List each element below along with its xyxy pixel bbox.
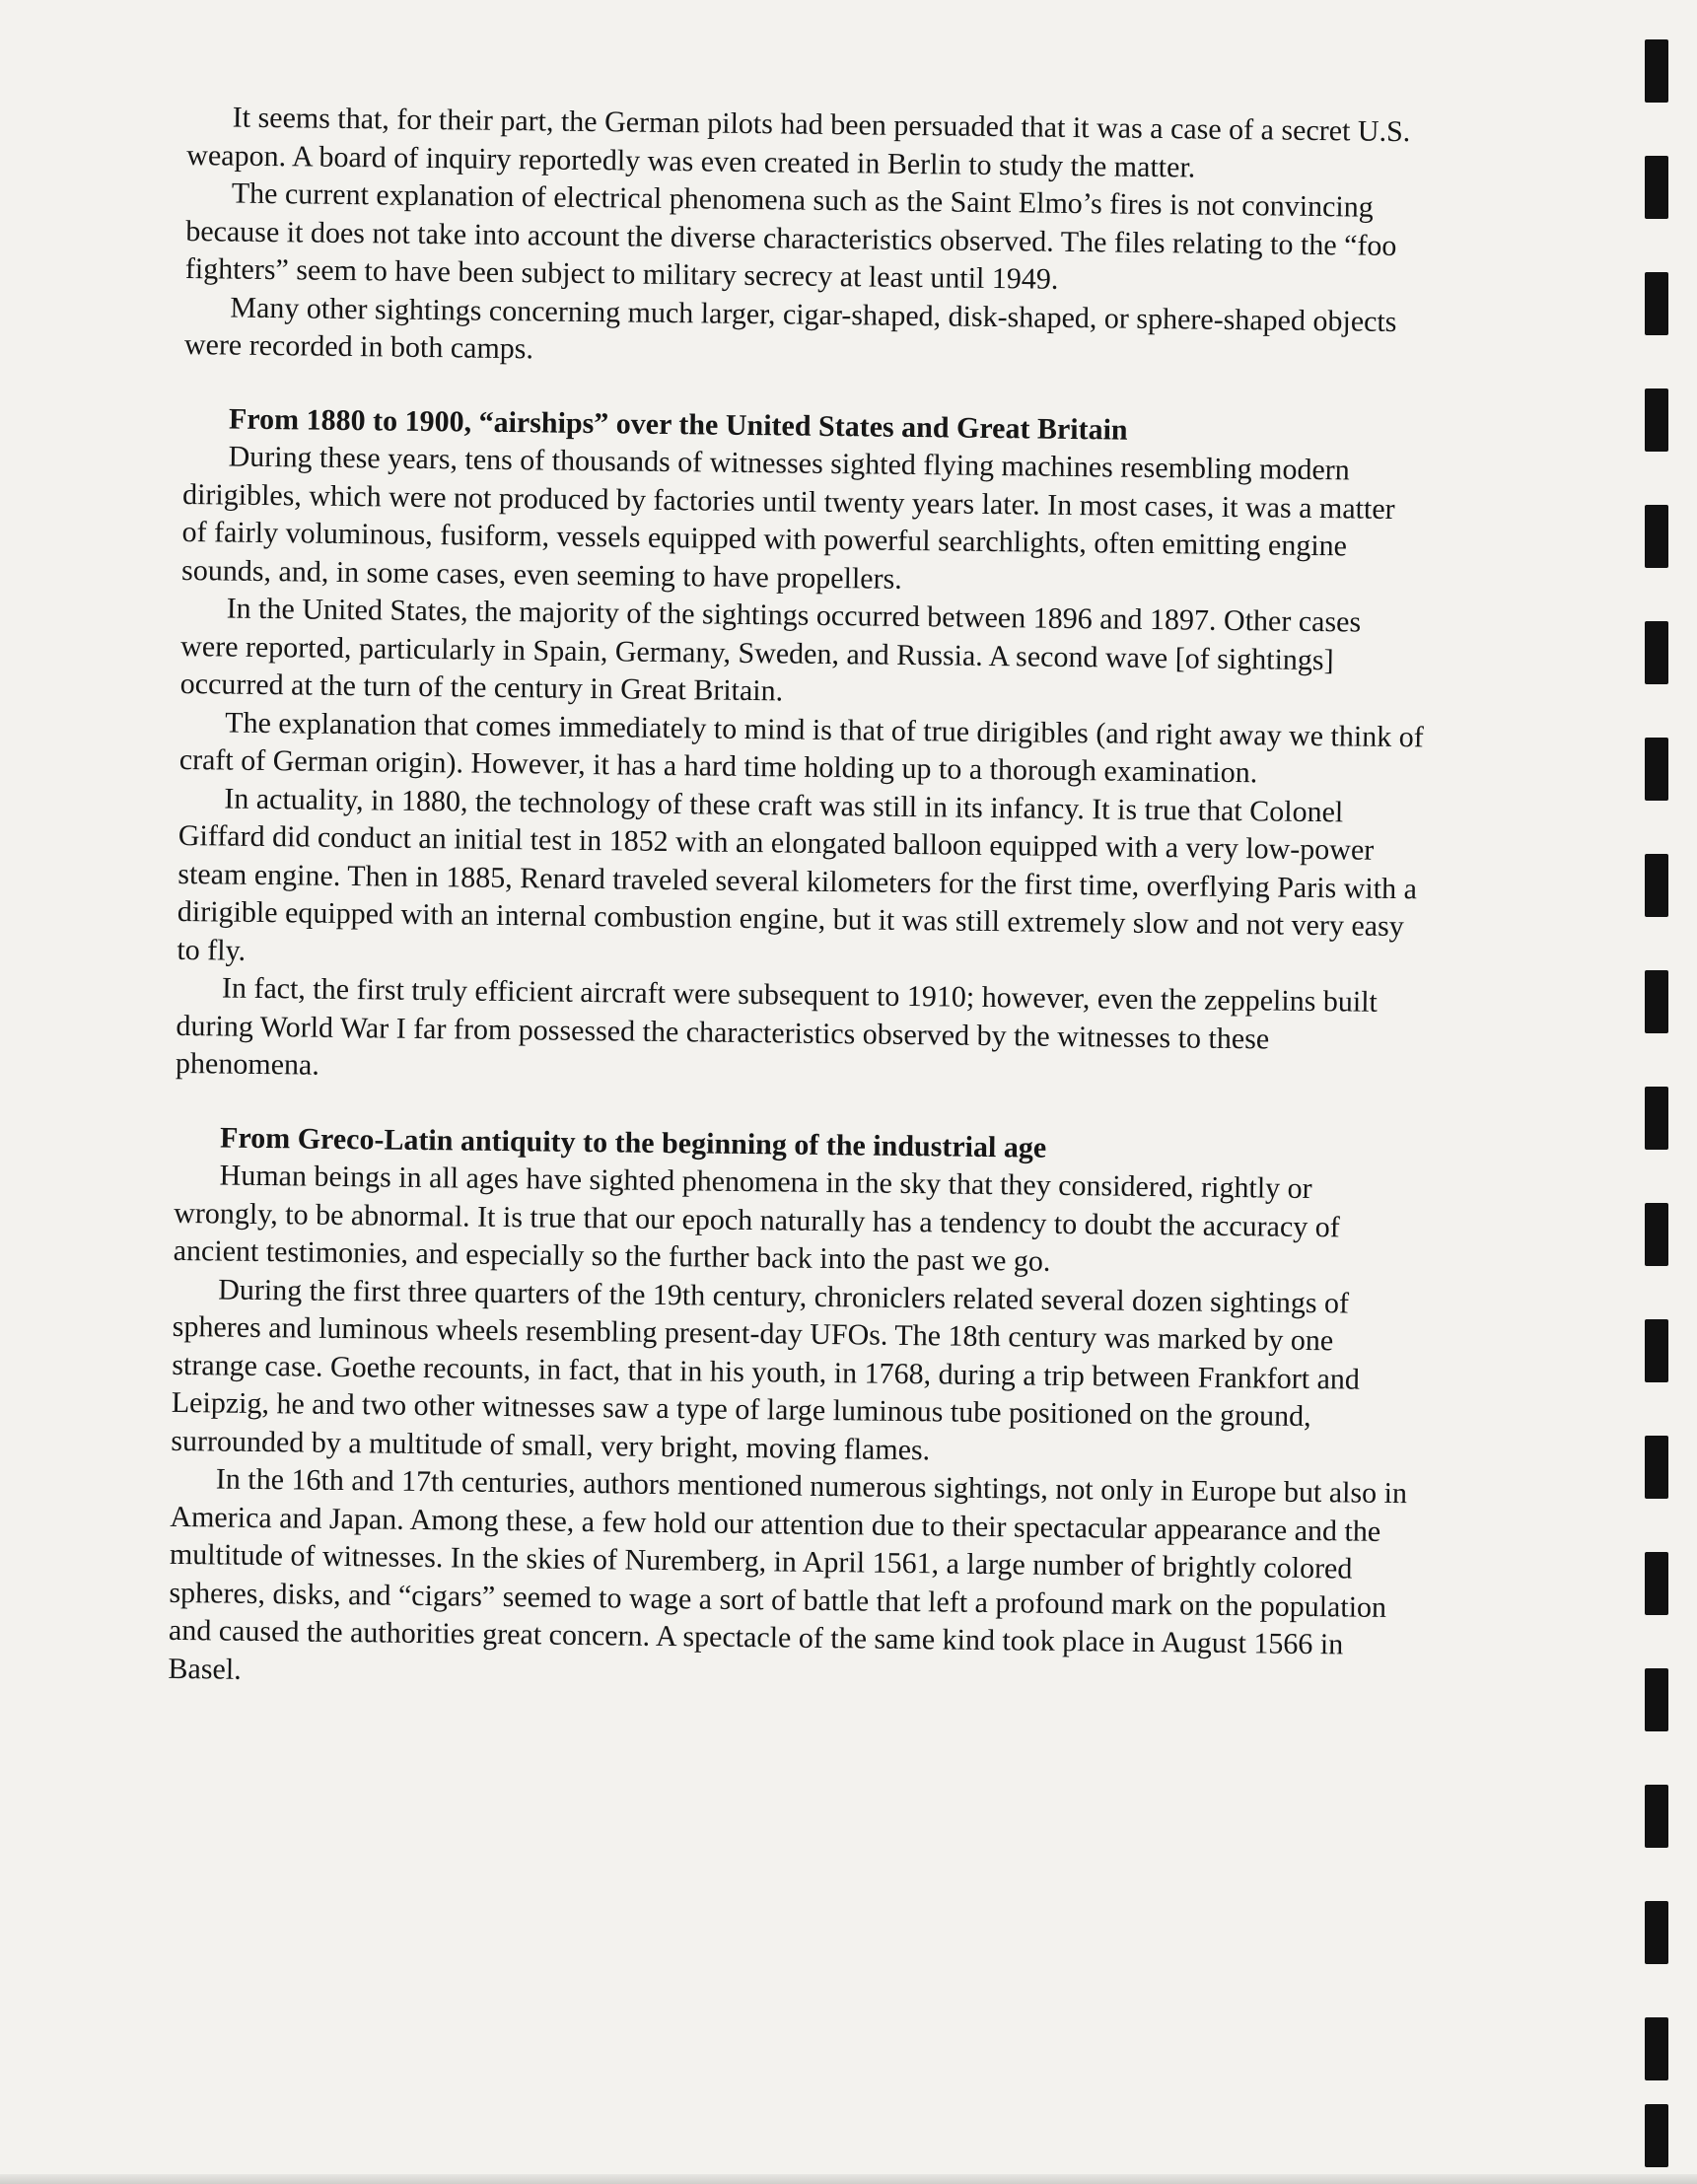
paragraph: In the 16th and 17th centuries, authors mentioned numerous sightings, not only in Europe but also in America and Japan. Among these, a few hold our attention due to their spectacular appearance and the multitude of witnesses. In the skies of Nuremberg, in April 1561, a large number of brightly colored spheres, disks, and “cigars” seemed to wage a sort of battle that left a profound mark on the population and caused the authorities great concern. A spectacle of the same kind took place in August 1566 in Basel. (168, 1462, 1408, 1686)
paragraph: During these years, tens of thousands of witnesses sighted flying machines resembling modern dirigibles, which were not produced by factories until twenty years later. In most cases, it was a matter of fairly voluminous, fusiform, vessels equipped with powerful searchlights, often emitting engine sounds, and, in some cases, even seeming to have propellers. (180, 440, 1395, 596)
paragraph: It seems that, for their part, the German pilots had been persuaded that it was a case of a secret U.S. weapon. A board of inquiry reportedly was even created in Berlin to study the matter. (186, 101, 1411, 183)
binding-hole (1645, 1203, 1668, 1266)
binding-hole (1645, 1668, 1668, 1731)
binding-hole (1645, 505, 1668, 568)
paragraph: In the United States, the majority of the sightings occurred between 1896 and 1897. Other cases were reported, particularly in Spain, Germany, Sweden, and Russia. A second wave [of sightings] occurred at the turn of the century in Great Britain. (179, 592, 1362, 708)
binding-hole (1645, 156, 1668, 219)
binding-hole (1645, 2017, 1668, 2080)
paragraph: In fact, the first truly efficient aircraft were subsequent to 1910; however, even the zeppelins built during World War I far from possessed the characteristics observed by the witnesses to these phenomena. (175, 971, 1379, 1082)
binding-hole (1645, 1319, 1668, 1382)
page-bottom-edge (0, 2174, 1697, 2184)
binding-hole (1645, 2104, 1668, 2167)
paragraph: The explanation that comes immediately to mind is that of true dirigibles (and right away we think of craft of German origin). However, it has a hard time holding up to a thorough examination. (178, 706, 1424, 790)
binding-hole (1645, 1436, 1668, 1499)
paragraph: Human beings in all ages have sighted phenomena in the sky that they considered, rightly or wrongly, to be abnormal. It is true that our epoch naturally has a tendency to doubt the accuracy of ancient testimonies, and especially so the further back into the past we go. (173, 1159, 1340, 1278)
binding-hole (1645, 388, 1668, 452)
binding-hole (1645, 272, 1668, 335)
binding-hole (1645, 854, 1668, 917)
binding-hole (1645, 39, 1668, 103)
section-heading-antiquity: From Greco-Latin antiquity to the beginning of the industrial age (219, 1120, 1047, 1164)
paragraph: Many other sightings concerning much larger, cigar-shaped, disk-shaped, or sphere-shaped objects were recorded in both camps. (183, 291, 1397, 366)
binding-hole (1645, 1552, 1668, 1615)
binding-hole (1645, 1785, 1668, 1848)
paragraph: The current explanation of electrical phenomena such as the Saint Elmo’s fires is not convincing because it does not take into account the diverse characteristics observed. The files relating to the “foo fighters” seem to have been subject to military secrecy at least until 1949. (184, 176, 1397, 296)
binding-hole (1645, 621, 1668, 684)
paragraph: During the first three quarters of the 19th century, chroniclers related several dozen sightings of spheres and luminous wheels resembling present-day UFOs. The 18th century was marked by one strange case. Goethe recounts, in fact, that in his youth, in 1768, during a trip between Frankfort and Leipzig, he and two other witnesses saw a type of large luminous tube positioned on the ground, surrounded by a multitude of small, very bright, moving flames. (171, 1272, 1361, 1466)
document-body (168, 99, 1432, 1703)
section-heading-airships: From 1880 to 1900, “airships” over the United States and Great Britain (228, 402, 1128, 447)
binding-holes (1645, 39, 1674, 2169)
binding-hole (1645, 1901, 1668, 1964)
binding-hole (1645, 970, 1668, 1033)
paragraph: In actuality, in 1880, the technology of these craft was still in its infancy. It is true that Colonel Giffard did conduct an initial test in 1852 with an elongated balloon equipped with a very low-power steam engine. Then in 1885, Renard traveled several kilometers for the first time, overflying Paris with a dirigible equipped with an internal combustion engine, but it was still extremely slow and not very easy to fly. (177, 782, 1418, 967)
binding-hole (1645, 1087, 1668, 1150)
binding-hole (1645, 738, 1668, 801)
